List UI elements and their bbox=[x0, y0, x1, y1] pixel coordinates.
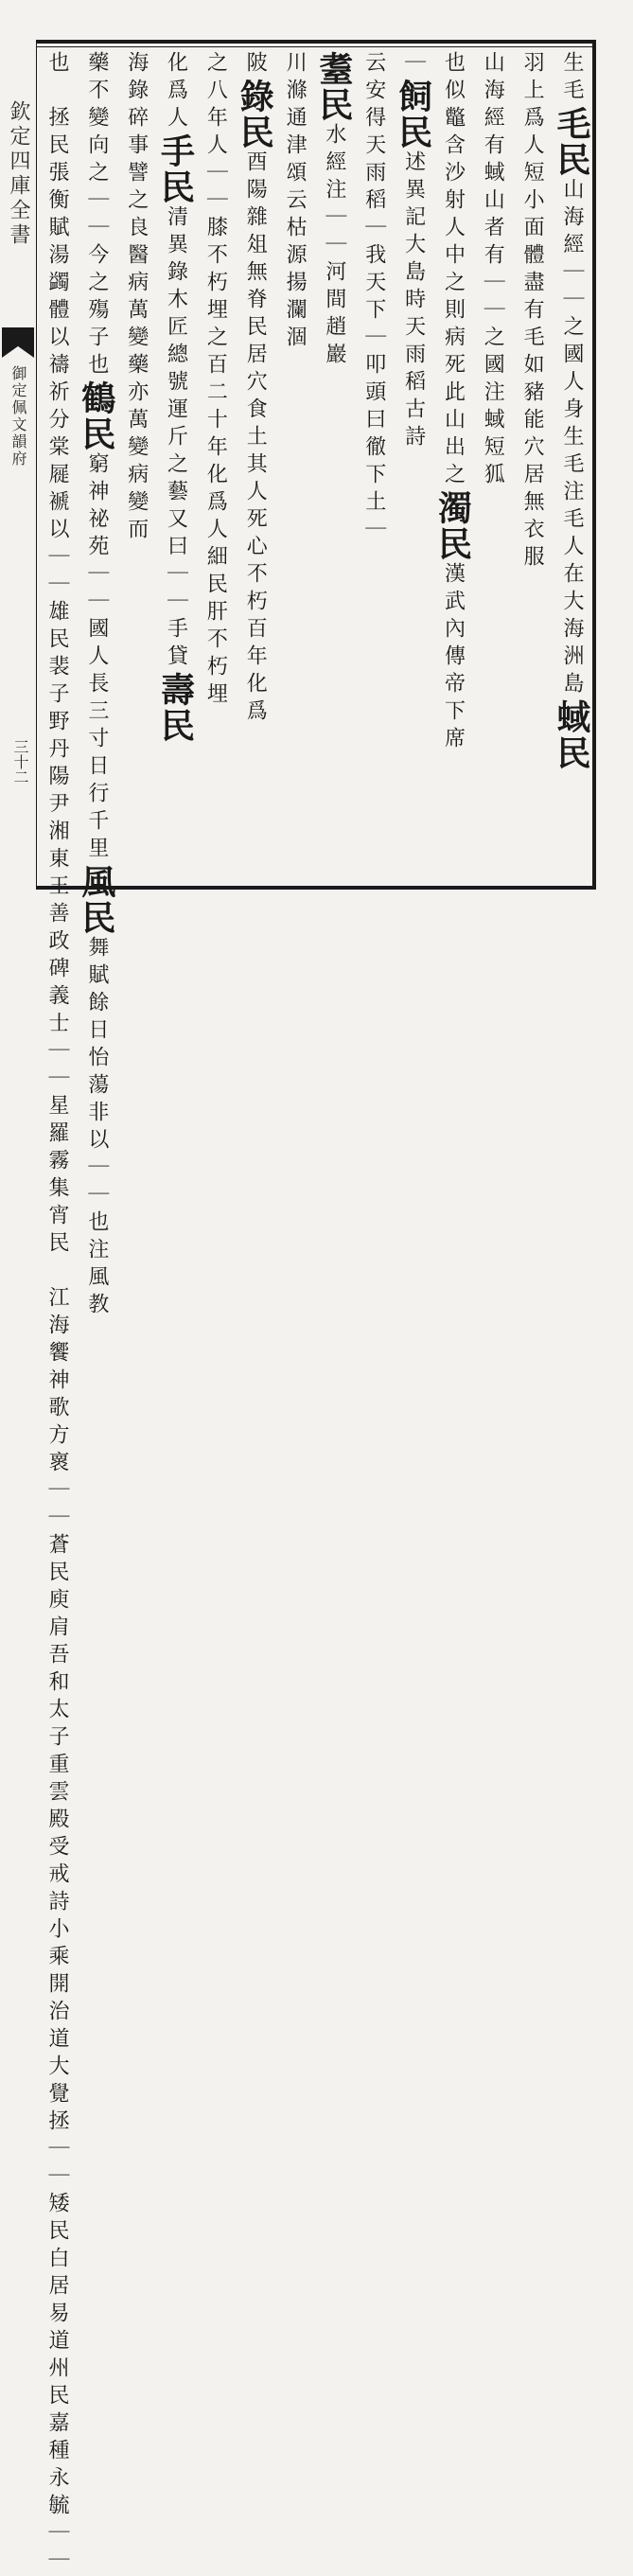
text-run: 生毛 bbox=[559, 51, 584, 106]
text-column-7 bbox=[313, 51, 354, 882]
fishtail-mark-icon bbox=[2, 327, 34, 358]
text-run: 化爲人 bbox=[164, 51, 188, 133]
text-run: 人｜｜膝不朽埋之百二十年化爲人細民肝不朽埋 bbox=[203, 133, 228, 710]
text-column-1 bbox=[551, 51, 591, 882]
text-columns bbox=[40, 51, 591, 2576]
headword: 手民 bbox=[155, 133, 196, 205]
text-column-9 bbox=[235, 51, 275, 882]
text-run: 藥不變向之｜｜今之殤子也 bbox=[84, 51, 109, 380]
text-column-6 bbox=[357, 51, 391, 882]
margin-header-text: 欽定四庫全書 bbox=[7, 100, 30, 248]
headword: 壽民 bbox=[155, 672, 196, 744]
headword: 蜮民 bbox=[551, 699, 591, 771]
text-run: ｜ bbox=[401, 51, 426, 79]
text-run: 水經注｜｜河間趙巖 bbox=[322, 123, 346, 370]
text-column-14 bbox=[40, 51, 74, 2576]
bottom-border bbox=[36, 886, 596, 890]
text-run: 云安得天雨稻｜我天下｜叩頭曰徹下土｜ bbox=[361, 51, 386, 545]
text-run: 之八年 bbox=[203, 51, 228, 133]
text-run: 陂 bbox=[243, 51, 268, 79]
text-column-8 bbox=[277, 51, 311, 882]
text-run: 山 bbox=[481, 51, 505, 79]
text-run: 述異記大島時天雨稻古詩 bbox=[401, 150, 426, 452]
text-run: 也 拯民張衡賦湯蠲體以禱祈分棠屣褫以｜｜雄民裴子野丹陽尹湘東王善政碑義士｜｜星羅霧集宵民 江海饗神歌方褱｜｜蒼民庾肩吾和太子重雲殿受戒詩小乘開治道大覺拯｜｜矮民白居易道州民嘉種永毓｜｜ bbox=[45, 51, 69, 2576]
text-run: 舞賦餘日怡蕩非以｜｜也注風教 bbox=[84, 936, 109, 1320]
text-column-5 bbox=[393, 51, 433, 882]
top-border bbox=[36, 40, 596, 44]
text-run: 酉陽雜俎無脊民居穴食土其人死心不朽百年化爲 bbox=[243, 150, 268, 727]
block-margin bbox=[0, 44, 34, 886]
text-column-11 bbox=[155, 51, 196, 882]
text-column-4 bbox=[432, 51, 473, 882]
headword: 風民 bbox=[76, 864, 116, 936]
right-border bbox=[592, 40, 596, 890]
headword: 飼民 bbox=[393, 79, 433, 150]
headword: 錄民 bbox=[235, 79, 275, 150]
text-column-3 bbox=[475, 51, 509, 882]
text-run: 羽上爲人短小面體盡有毛如豬能穴居無衣服 bbox=[520, 51, 545, 573]
text-run: 窮神祕苑｜｜國人長三寸日行千里 bbox=[84, 452, 109, 864]
text-run: 漢武內傳帝下席 bbox=[441, 562, 466, 754]
text-run: 滌通津頌云枯源揚瀾涸 bbox=[283, 79, 308, 353]
top-border-thin bbox=[36, 46, 596, 47]
text-run: 海錄碎事譬之良醫病萬變藥亦萬變病變而 bbox=[124, 51, 149, 545]
text-run: 川 bbox=[283, 51, 308, 79]
text-run: 也似鼈含沙射人中之則病死此山出之 bbox=[441, 51, 466, 490]
text-column-13 bbox=[76, 51, 116, 1320]
text-run: 山海經｜｜之國人身生毛注毛人在大海洲島 bbox=[559, 178, 584, 699]
text-column-2 bbox=[515, 51, 549, 882]
headword: 鶴民 bbox=[76, 380, 116, 452]
headword: 耋民 bbox=[313, 51, 354, 123]
text-run: 海經有蜮山者有｜｜之國注蜮短狐 bbox=[481, 79, 505, 490]
text-run: 清異錄木匠總號運斤之藝又曰｜｜手貸 bbox=[164, 205, 188, 672]
headword: 毛民 bbox=[551, 106, 591, 178]
text-column-12 bbox=[119, 51, 153, 882]
text-column-10 bbox=[198, 51, 232, 882]
headword: 濁民 bbox=[432, 490, 473, 562]
left-border bbox=[36, 40, 37, 890]
margin-book-title: 御定佩文韻府 bbox=[9, 365, 27, 468]
margin-page-number: 三十二 bbox=[11, 739, 29, 785]
